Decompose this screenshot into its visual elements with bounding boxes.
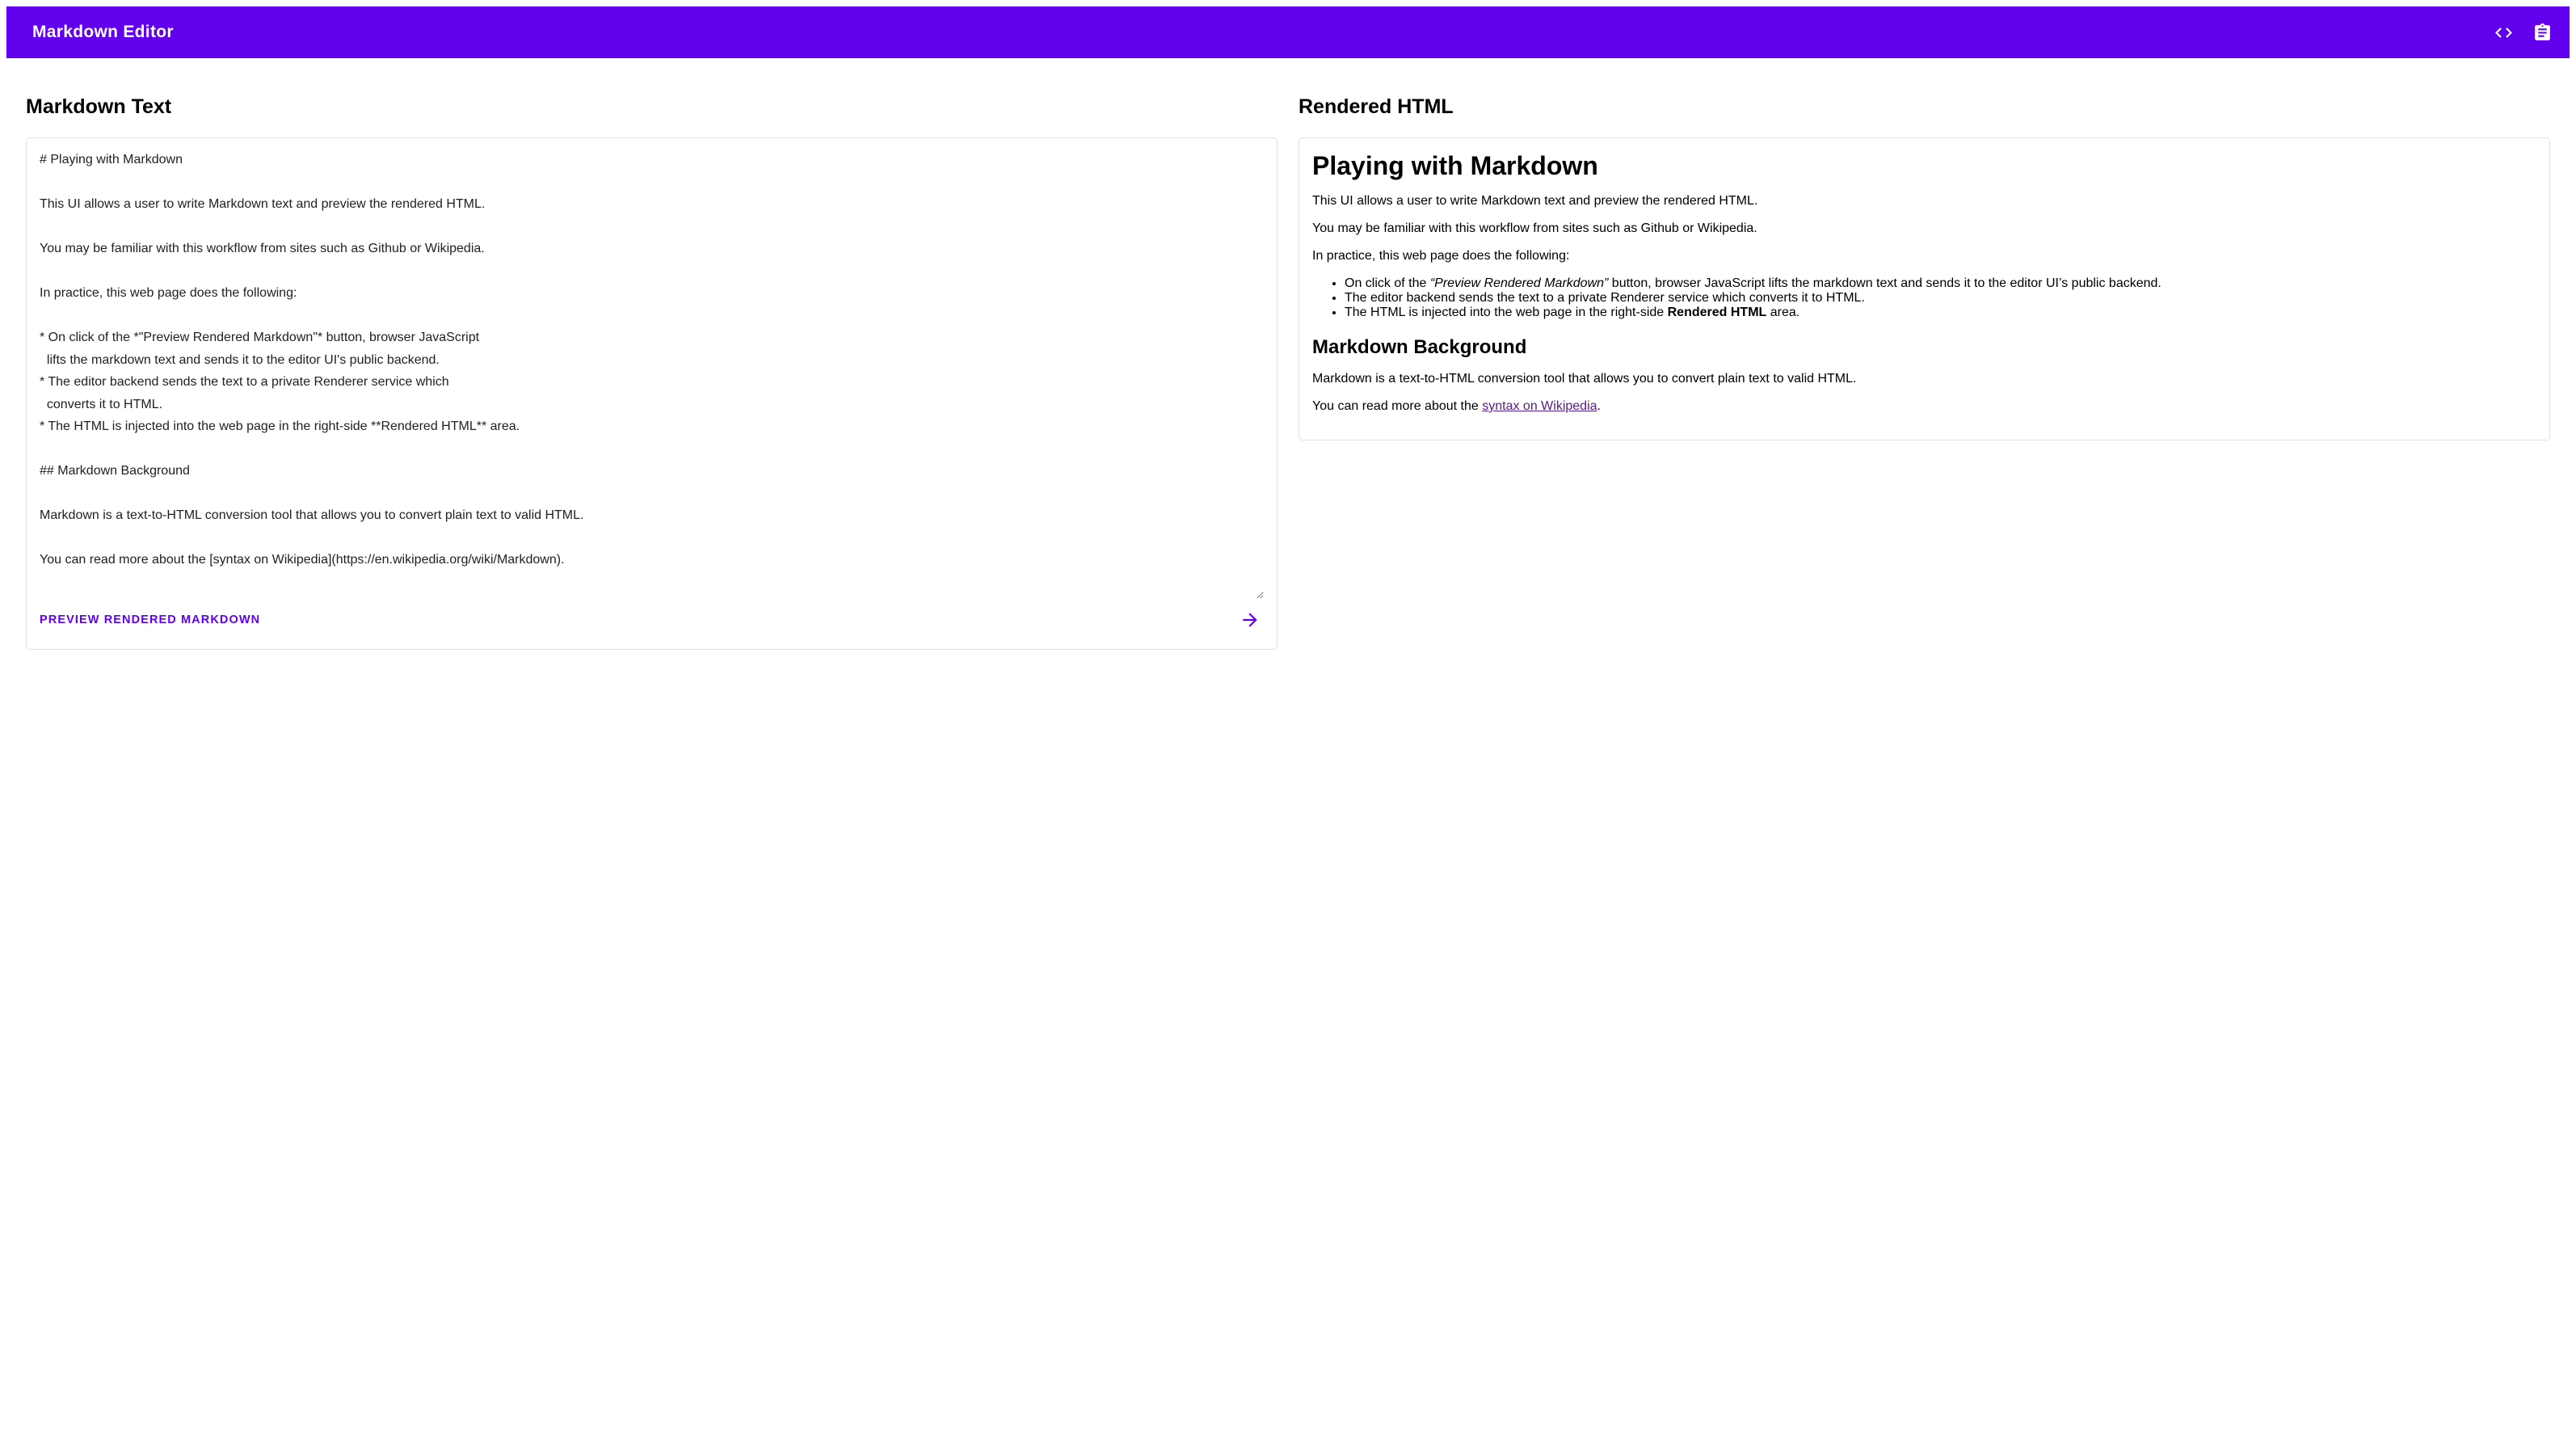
editor-card bbox=[26, 137, 1277, 650]
rendered-text-segment: You can read more about the bbox=[1312, 399, 1483, 413]
code-icon[interactable] bbox=[2484, 13, 2523, 52]
rendered-list-item bbox=[1345, 306, 2536, 320]
rendered-text-segment: On click of the bbox=[1345, 276, 1430, 290]
editor-panel-heading: Markdown Text bbox=[26, 95, 172, 118]
rendered-h2: Markdown Background bbox=[1312, 336, 1527, 358]
arrow-forward-icon bbox=[1240, 609, 1261, 630]
rendered-text-segment: In practice, this web page does the following: bbox=[1312, 249, 1570, 263]
rendered-text-segment: The editor backend sends the text to a private Renderer service which converts it to HTML. bbox=[1345, 291, 1865, 305]
rendered-text-segment: . bbox=[1597, 399, 1601, 413]
wikipedia-link[interactable]: syntax on Wikipedia bbox=[1482, 399, 1597, 413]
content bbox=[6, 58, 2570, 650]
rendered-paragraph bbox=[1312, 372, 2536, 386]
rendered-paragraph bbox=[1312, 249, 2536, 263]
rendered-paragraph bbox=[1312, 399, 2536, 414]
rendered-text-segment: You may be familiar with this workflow from sites such as Github or Wikipedia. bbox=[1312, 221, 1757, 235]
preview-panel bbox=[1299, 58, 2550, 650]
rendered-text-segment: button, browser JavaScript lifts the markdown text and sends it to the editor UI’s public backend. bbox=[1608, 276, 2161, 290]
rendered-text-segment: Rendered HTML bbox=[1667, 306, 1767, 319]
editor-actions bbox=[40, 602, 1264, 638]
app-bar bbox=[6, 6, 2570, 58]
rendered-list-item bbox=[1345, 276, 2536, 291]
arrow-forward-button[interactable] bbox=[1240, 609, 1264, 630]
rendered-list bbox=[1312, 276, 2536, 320]
clipboard-icon bbox=[2532, 23, 2553, 43]
assignment-icon[interactable] bbox=[2523, 13, 2561, 52]
rendered-paragraph bbox=[1312, 194, 2536, 209]
rendered-paragraph bbox=[1312, 221, 2536, 236]
rendered-html-card bbox=[1299, 137, 2550, 441]
rendered-text-segment: “Preview Rendered Markdown” bbox=[1429, 276, 1609, 290]
preview-rendered-markdown-button[interactable]: PREVIEW RENDERED MARKDOWN bbox=[40, 613, 261, 626]
rendered-text-segment: The HTML is injected into the web page in the right-side bbox=[1345, 306, 1668, 319]
markdown-textarea[interactable] bbox=[40, 138, 1264, 599]
rendered-text-segment: This UI allows a user to write Markdown text and preview the rendered HTML. bbox=[1312, 194, 1758, 208]
rendered-text-segment: Markdown is a text-to-HTML conversion tool that allows you to convert plain text to valid HTML. bbox=[1312, 372, 1857, 386]
code-icon bbox=[2494, 23, 2514, 43]
rendered-text-segment: area. bbox=[1766, 306, 1800, 319]
rendered-h1: Playing with Markdown bbox=[1312, 151, 1598, 180]
app-title: Markdown Editor bbox=[32, 23, 174, 41]
preview-panel-heading: Rendered HTML bbox=[1299, 95, 1454, 118]
rendered-list-item bbox=[1345, 291, 2536, 306]
editor-panel bbox=[26, 58, 1277, 650]
